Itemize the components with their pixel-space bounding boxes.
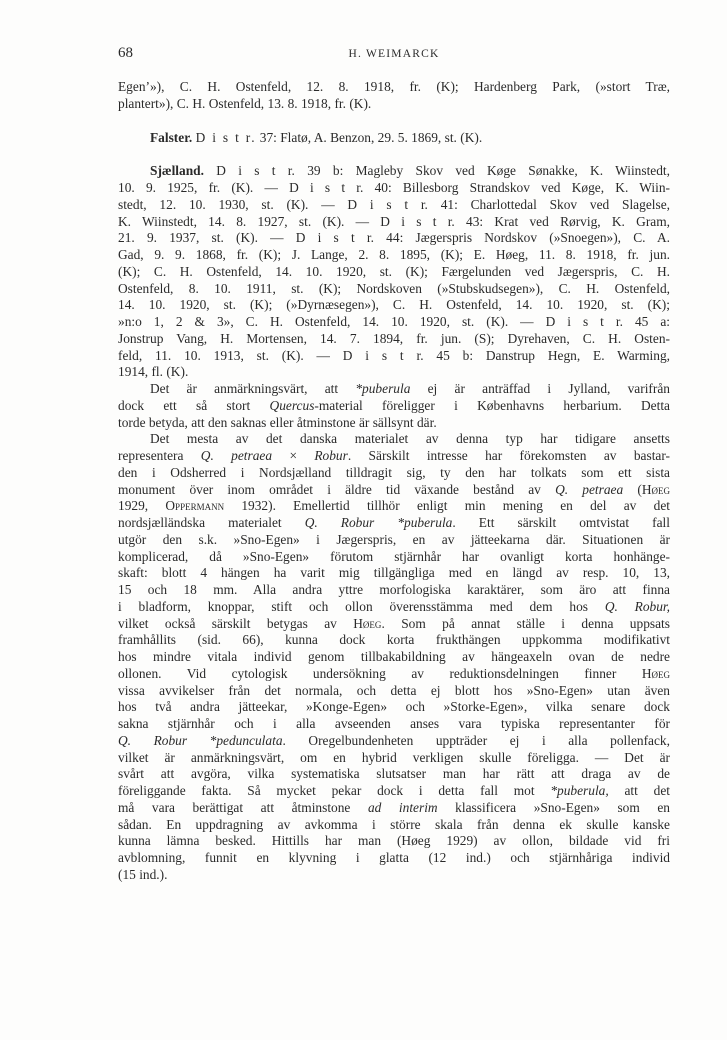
text-line: den i Odsherred i Nordsjælland tilldragit sig, ty den har tolkats som ett sista <box>118 464 670 480</box>
text-span: dock ett så stort <box>118 397 270 413</box>
text-span: monument över inom området i äldre tid växande bestånd av <box>118 481 556 497</box>
distr-label: D i s t r. <box>216 163 295 179</box>
text-line: hos två andra jätteekar, »Konge-Egen» och »Storke-Egen», vilka senare dock <box>118 699 670 715</box>
text-line: plantert»), C. H. Ostenfeld, 13. 8. 1918, fr. (K). <box>118 95 372 111</box>
text-line: sakna stjärnhår och i alla avseenden anses vara typiska representanter för <box>118 716 670 731</box>
text-line: torde betyda, att den saknas eller åtminstone är sällsynt där. <box>118 414 437 430</box>
text-line <box>118 616 670 633</box>
text-span: Det är anmärkningsvärt, att <box>150 381 356 396</box>
text-span: representera <box>118 448 201 463</box>
text-line: stedt, 12. 10. 1930, st. (K). — D i s t r. 41: Charlottedal Skov ved Slagelse, <box>118 196 670 212</box>
author-name: Høeg <box>353 615 382 631</box>
text-span: att det <box>608 783 670 798</box>
latin-phrase: ad interim <box>367 799 438 815</box>
text-span: . Ett särskilt omtvistat fall <box>452 515 670 530</box>
text-line <box>118 666 670 683</box>
region-name: Sjælland. <box>150 163 204 179</box>
taxon-name: Robur <box>314 448 348 463</box>
taxon-name: Q. petraea <box>200 448 273 463</box>
text-span: föreliggande fakta. Så mycket pekar dock i detta fall mot <box>118 783 551 798</box>
text-span: i bladform, knoppar, stift och ollon överensstämma med dem hos <box>118 598 605 614</box>
text-line: vilket är anmärkningsvärt, om en hybrid verkligen skulle föreligga. — Det är <box>118 749 670 765</box>
text-line <box>118 733 670 750</box>
text-line: hos mindre vitala individ genom tillbakabildning av hängeaxeln ovan de nedre <box>118 649 670 664</box>
text-span: ollonen. Vid cytologisk undersökning av reduktionsdelningen finner <box>118 665 642 681</box>
text-line <box>118 599 670 616</box>
text-span: vilket också särskilt betygas av <box>118 615 354 631</box>
text-line: svårt att avgöra, vilka systematiska slutsatser man har rätt att draga av de <box>118 766 670 782</box>
text-line: Egen’»), C. H. Ostenfeld, 12. 8. 1918, fr. (K); Hardenberg Park, (»stort Træ, <box>118 79 670 94</box>
text-line <box>118 783 670 800</box>
text-span: 37: Flatø, A. Benzon, 29. 5. 1869, st. (K). <box>256 129 483 145</box>
text-line: (15 ind.). <box>118 866 168 882</box>
running-head: H. WEIMARCK <box>348 48 440 60</box>
text-line: komplicerad, då »Sno-Egen» förutom stjärnhår har ovanligt korta honhänge- <box>118 548 670 564</box>
author-name: Oppermann <box>165 498 225 514</box>
text-span: . Som på annat ställe i denna uppsats <box>381 615 670 631</box>
text-line: framhållits (sid. 66), kunna dock korta frukthängen uppkomma modifikativt <box>118 632 670 648</box>
text-span: 39 b: Magleby Skov ved Køge Sønakke, K. Wiinstedt, <box>294 163 671 179</box>
text-span: ej är anträffad i Jylland, varifrån <box>410 381 670 396</box>
text-line: 1914, fl. (K). <box>118 364 189 380</box>
author-name: Høeg <box>641 481 671 497</box>
text-line <box>118 381 670 398</box>
text-line: K. Wiinstedt, 14. 8. 1927, st. (K). — D i s t r. 43: Krat ved Rørvig, K. Gram, <box>118 213 670 229</box>
page-number: 68 <box>118 45 133 61</box>
falster-entry <box>118 130 670 147</box>
text-span: . Oregelbundenheten uppträder ej i alla pollenfack, <box>282 732 670 748</box>
text-line: Jonstrup Vang, H. Mortensen, 14. 7. 1894, fr. jun. (S); Dyrehaven, C. H. Osten- <box>118 330 670 346</box>
text-line: Gad, 9. 9. 1868, fr. (K); J. Lange, 2. 8. 1895, (K); E. Høeg, 11. 8. 1918, fr. jun. <box>118 247 670 262</box>
taxon-name: Q. Robur *puberula <box>304 515 453 530</box>
text-line: 10. 9. 1925, fr. (K). — D i s t r. 40: Billesborg Strandskov ved Køge, K. Wiin- <box>118 180 670 195</box>
text-line <box>118 498 670 515</box>
text-line: Det mesta av det danska materialet av denna typ har tidigare ansetts <box>150 431 670 447</box>
text-span: klassificera »Sno-Egen» som en <box>437 799 670 815</box>
text-span: må vara berättigat att åtminstone <box>118 799 368 815</box>
text-line: utgör den s.k. »Sno-Egen» i Jægerspris, en av jätteekarna där. Situationen är <box>118 531 670 547</box>
taxon-name: *puberula, <box>550 783 609 798</box>
page-header <box>118 45 670 67</box>
text-span: × <box>272 448 315 463</box>
text-line <box>118 800 670 817</box>
text-line <box>118 398 670 415</box>
text-line: (K); C. H. Ostenfeld, 14. 10. 1920, st. (K); Færgelunden ved Jægerspris, C. H. <box>118 263 670 279</box>
text-line: kunna lämna besked. Hittills har man (Høeg 1929) av ollon, bildade vid fri <box>118 833 670 849</box>
region-name: Falster. <box>150 129 193 145</box>
text-line: vissa avvikelser från det normala, och detta ej blott hos »Sno-Egen» utan även <box>118 682 670 698</box>
text-span: 1932). Emellertid tillhör enligt min mening en del av det <box>224 498 670 514</box>
text-line: 14. 10. 1920, st. (K); (»Dyrnæsegen»), C. H. Ostenfeld, 14. 10. 1920, st. (K); <box>118 297 670 313</box>
author-name: Høeg <box>641 665 670 681</box>
taxon-name: Q. petraea <box>555 481 624 497</box>
text-line: 21. 9. 1937, st. (K). — D i s t r. 44: Jægerspris Nordskov (»Snoegen»), C. A. <box>118 230 670 246</box>
text-line: sådan. En uppdragning av avkomma i större skala från denna ek skulle kanske <box>118 816 670 832</box>
text-line: feld, 11. 10. 1913, st. (K). — D i s t r. 45 b: Danstrup Hegn, E. Warming, <box>118 347 670 363</box>
text-span: ( <box>623 481 642 497</box>
text-line: 15 och 18 mm. Alla andra yttre morfologiska karaktärer, som äro att finna <box>118 582 670 597</box>
distr-label: D i s t r. <box>195 129 257 145</box>
taxon-name: *puberula <box>355 381 411 396</box>
text-span: . Särskilt intresse har förekomsten av bastar- <box>347 448 671 463</box>
text-span: 1929, <box>118 498 166 514</box>
text-line <box>118 448 670 465</box>
text-line <box>118 482 670 499</box>
taxon-name: Quercus <box>269 397 315 413</box>
page-body <box>118 79 670 884</box>
text-span: -material föreligger i Københavns herbarium. Detta <box>314 397 670 413</box>
text-line: »n:o 1, 2 & 3», C. H. Ostenfeld, 14. 10. 1920, st. (K). — D i s t r. 45 a: <box>118 314 670 329</box>
taxon-name: Q. Robur *pedunculata <box>118 732 283 748</box>
text-line: skaft: blott 4 hängen ha varit mig tillgängliga med en längd av resp. 10, 13, <box>118 565 670 581</box>
text-line: Ostenfeld, 8. 10. 1911, st. (K); Nordskoven (»Stubskudsegen»), C. H. Ostenfeld, <box>118 280 670 296</box>
sjaelland-entry <box>118 163 670 180</box>
text-line <box>118 515 670 532</box>
text-line: avblomning, funnit en klyvning i glatta (12 ind.) och stjärnhåriga individ <box>118 850 670 865</box>
taxon-name: Q. Robur, <box>604 598 670 614</box>
text-span: nordsjælländska materialet <box>118 515 305 530</box>
